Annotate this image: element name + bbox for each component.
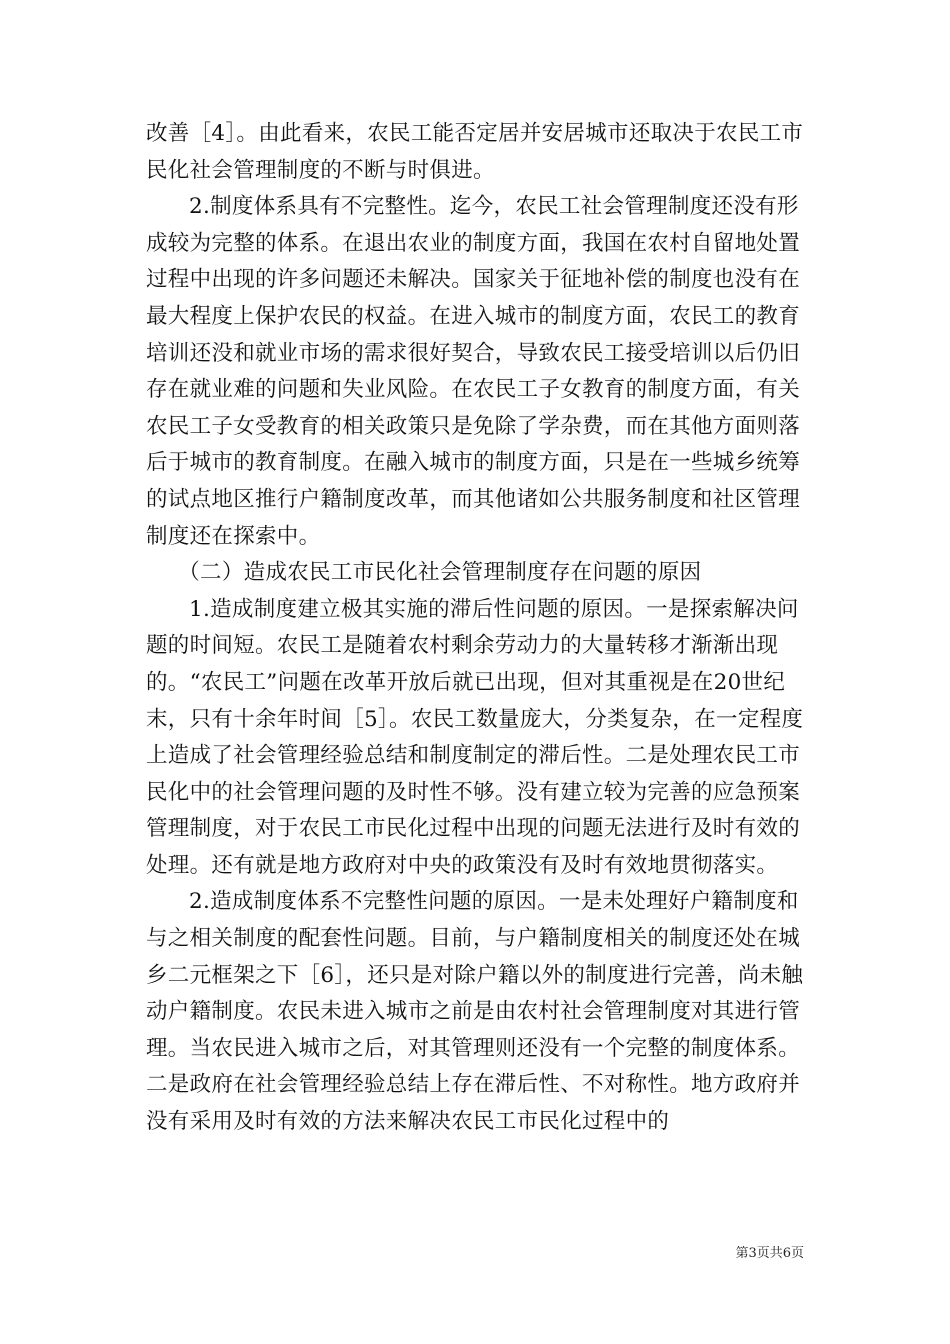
paragraph-2: 2.制度体系具有不完整性。迄今，农民工社会管理制度还没有形成较为完整的体系。在退出农业的制度方面，我国在农村自留地处置过程中出现的许多问题还未解决。国家关于征地补偿的制度也没有在最大程度上保护农民的权益。在进入城市的制度方面，农民工的教育培训还没和就业市场的需求很好契合，导致农民工接受培训以后仍旧存在就业难的问题和失业风险。在农民工子女教育的制度方面，有关农民工子女受教育的相关政策只是免除了学杂费，而在其他方面则落后于城市的教育制度。在融入城市的制度方面，只是在一些城乡统筹的试点地区推行户籍制度改革，而其他诸如公共服务制度和社区管理制度还在探索中。 — [146, 194, 801, 549]
section-heading: （二）造成农民工市民化社会管理制度存在问题的原因 — [178, 560, 702, 586]
document-body — [146, 116, 812, 1141]
paragraph-1: 改善［4］。由此看来，农民工能否定居并安居城市还取决于农民工市民化社会管理制度的不断与时俱进。 — [146, 121, 804, 183]
page-number-footer: 第3页共6页 — [735, 1246, 804, 1261]
paragraph-3: 1.造成制度建立极其实施的滞后性问题的原因。一是探索解决问题的时间短。农民工是随着农村剩余劳动力的大量转移才渐渐出现的。“农民工”问题在改革开放后就已出现，但对其重视是在20世纪末，只有十余年时间［5］。农民工数量庞大，分类复杂，在一定程度上造成了社会管理经验总结和制度制定的滞后性。二是处理农民工市民化中的社会管理问题的及时性不够。没有建立较为完善的应急预案管理制度，对于农民工市民化过程中出现的问题无法进行及时有效的处理。还有就是地方政府对中央的政策没有及时有效地贯彻落实。 — [146, 596, 804, 878]
paragraph-4: 2.造成制度体系不完整性问题的原因。一是未处理好户籍制度和与之相关制度的配套性问题。目前，与户籍制度相关的制度还处在城乡二元框架之下［6］，还只是对除户籍以外的制度进行完善，尚未触动户籍制度。农民未进入城市之前是由农村社会管理制度对其进行管理。当农民进入城市之后，对其管理则还没有一个完整的制度体系。二是政府在社会管理经验总结上存在滞后性、不对称性。地方政府并没有采用及时有效的方法来解决农民工市民化过程中的 — [146, 889, 804, 1135]
